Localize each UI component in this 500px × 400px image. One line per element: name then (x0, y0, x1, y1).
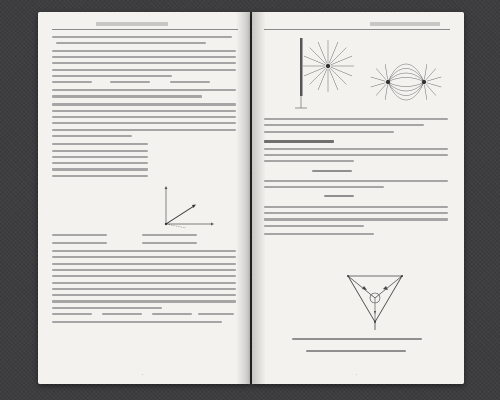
text-line (142, 234, 197, 236)
text-line (52, 103, 236, 105)
field-line (318, 69, 327, 90)
text-line (52, 282, 236, 284)
triangle-circuit-figure (340, 268, 410, 332)
field-line (330, 48, 346, 64)
text-line (110, 81, 150, 83)
text-line (52, 288, 236, 290)
field-line (304, 56, 325, 65)
field-line (371, 83, 385, 87)
field-line (331, 56, 352, 65)
text-line (264, 118, 448, 120)
field-line (427, 77, 441, 81)
text-line (52, 156, 148, 158)
field-line (329, 42, 338, 63)
left-running-head (96, 22, 168, 26)
field-line (385, 85, 387, 100)
text-line (52, 313, 92, 315)
text-line (306, 350, 406, 352)
field-line (388, 78, 424, 83)
field-line (318, 42, 327, 63)
book-gutter (236, 12, 266, 384)
vector-arrow-figure (156, 184, 216, 234)
left-header-rule (52, 29, 238, 30)
field-line (331, 67, 352, 76)
field-lines-figure-a (292, 32, 362, 112)
text-line (52, 263, 236, 265)
right-page (252, 12, 464, 384)
field-line (426, 68, 436, 79)
text-line (264, 212, 448, 214)
text-line (52, 50, 236, 52)
text-line (264, 154, 448, 156)
text-line (56, 42, 206, 44)
text-line (198, 313, 234, 315)
text-line (52, 250, 236, 252)
text-line (292, 338, 422, 340)
text-line (52, 110, 236, 112)
field-lines-figure-b (364, 54, 448, 110)
text-line (52, 129, 236, 131)
field-line (388, 82, 424, 96)
text-line (52, 294, 236, 296)
text-line (52, 275, 236, 277)
right-header-rule (264, 29, 450, 30)
text-line (264, 124, 424, 126)
field-line (388, 82, 424, 87)
text-line (52, 269, 236, 271)
right-running-head (370, 22, 440, 26)
text-line (52, 162, 148, 164)
text-line (264, 180, 448, 182)
text-line (52, 168, 148, 170)
field-line (376, 68, 386, 79)
text-line (142, 242, 197, 244)
right-folio: · (356, 372, 358, 377)
field-line (426, 84, 436, 95)
text-line (52, 143, 148, 145)
field-line (310, 48, 326, 64)
text-line (52, 256, 236, 258)
text-line (52, 75, 172, 77)
text-line (52, 175, 148, 177)
text-line (264, 233, 374, 235)
field-line (376, 84, 386, 95)
text-line (52, 300, 236, 302)
field-line (304, 67, 325, 76)
text-line (52, 234, 107, 236)
text-line (52, 321, 222, 323)
text-line (312, 170, 352, 172)
text-line (52, 69, 236, 71)
text-line (52, 242, 107, 244)
field-line (427, 83, 441, 87)
text-line (52, 307, 162, 309)
text-line (264, 218, 448, 220)
field-line (388, 69, 424, 83)
field-line (385, 64, 387, 79)
text-line (264, 148, 448, 150)
text-line (52, 122, 236, 124)
field-line (310, 68, 326, 84)
field-line (330, 68, 346, 84)
text-line (52, 95, 202, 97)
text-line (264, 131, 394, 133)
text-line (52, 116, 236, 118)
text-line (264, 186, 384, 188)
text-line (52, 150, 148, 152)
text-line (264, 206, 448, 208)
left-page (38, 12, 250, 384)
section-heading (264, 140, 334, 143)
text-line (52, 36, 232, 38)
open-book (38, 12, 464, 388)
text-line (52, 135, 132, 137)
text-line (52, 62, 236, 64)
text-line (324, 195, 354, 197)
field-line (371, 77, 385, 81)
left-folio: · (142, 372, 144, 377)
text-line (52, 56, 236, 58)
text-line (102, 313, 142, 315)
text-line (264, 160, 354, 162)
text-line (152, 313, 192, 315)
field-line (424, 85, 426, 100)
text-line (170, 81, 210, 83)
field-line (424, 64, 426, 79)
text-line (52, 81, 92, 83)
text-line (52, 89, 236, 91)
field-line (329, 69, 338, 90)
text-line (264, 225, 364, 227)
